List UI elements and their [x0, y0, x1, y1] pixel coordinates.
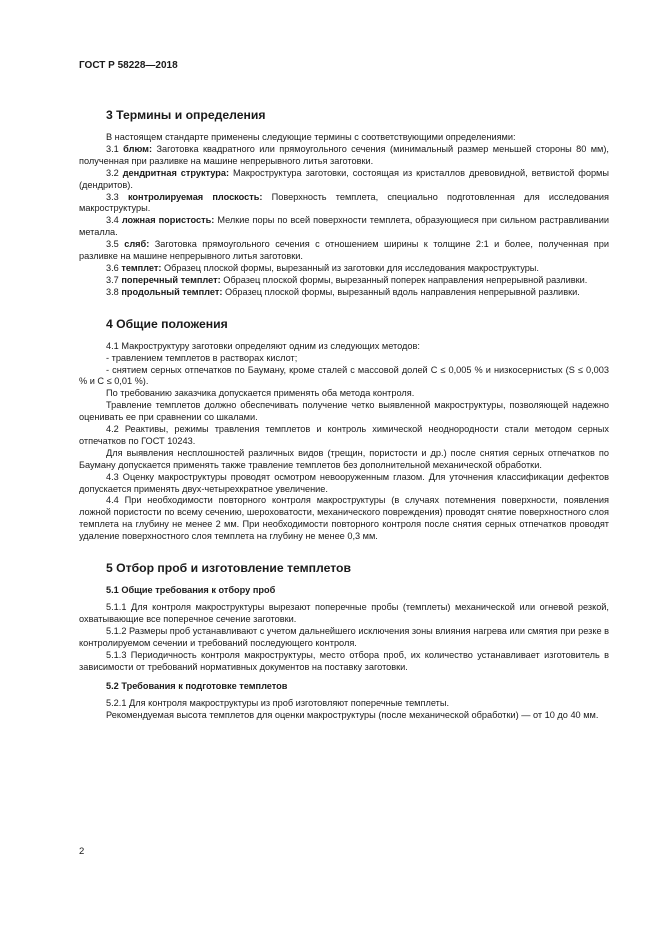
term-definition: Образец плоской формы, вырезанный вдоль направления непрерывной разливки.: [224, 286, 580, 297]
term-definition: Заготовка квадратного или прямоугольного сечения (минимальный размер меньшей стороны 80 мм), полученная при разливке на машине непрерывного литья заготовки.: [79, 143, 609, 166]
term-item: [79, 239, 609, 263]
term-name: темплет:: [121, 262, 162, 273]
paragraph: По требованию заказчика допускается применять оба метода контроля.: [106, 388, 415, 399]
term-number: 3.6: [106, 262, 119, 273]
term-name: ложная пористость:: [121, 215, 215, 226]
term-definition: Образец плоской формы, вырезанный из заготовки для исследования макроструктуры.: [164, 262, 539, 273]
term-definition: Образец плоской формы, вырезанный поперек направления непрерывной разливки.: [223, 274, 588, 285]
paragraph: 4.4 При необходимости повторного контроля макроструктуры (в случаях потемнения поверхности, появления ложной пористости по всему сечению, шероховатости, механического повреждения) проводят снятие поверхностного слоя темплета на глубину не менее 2 мм. При необходимости повторного контроля после снятия серных отпечатков проводят удаление поверхностного слоя темплета на глубину не менее 0,3 мм.: [79, 495, 609, 542]
term-definition: Макроструктура заготовки, состоящая из кристаллов древовидной, ветвистой формы (дендритов).: [79, 167, 609, 190]
paragraph: 4.3 Оценку макроструктуры проводят осмотром невооруженным глазом. Для уточнения классификации дефектов допускается применять двух-четырехкратное увеличение.: [79, 471, 609, 494]
paragraph: 4.2 Реактивы, режимы травления темплетов и контроль химической неоднородности стали методом серных отпечатков по ГОСТ 10243.: [79, 424, 609, 446]
term-item: [79, 144, 609, 168]
term-number: 3.3: [106, 191, 119, 202]
term-item: [79, 287, 609, 299]
term-name: поперечный темплет:: [121, 274, 221, 285]
term-name: контролируемая плоскость:: [127, 191, 263, 202]
term-item: [79, 275, 609, 287]
term-name: продольный темплет:: [121, 286, 223, 297]
document-body: [79, 93, 609, 722]
term-item: [79, 263, 609, 275]
subsection-5-2-title: 5.2 Требования к подготовке темплетов: [106, 681, 288, 692]
term-definition: Поверхность темплета, специально подготовленная для исследования макроструктуры.: [79, 191, 609, 214]
section-3-title: 3 Термины и определения: [106, 108, 266, 122]
paragraph: 5.1.2 Размеры проб устанавливают с учетом дальнейшего исключения зоны влияния нагрева или смятия при резке в контролируемом сечении и требований последующего контроля.: [79, 625, 609, 648]
term-name: дендритная структура:: [122, 167, 230, 178]
section-4-title: 4 Общие положения: [106, 316, 228, 331]
term-number: 3.7: [106, 274, 119, 285]
term-definition: Заготовка прямоугольного сечения с отношением ширины к толщине 2:1 и более, полученная при разливке на машине непрерывного литья заготовки.: [79, 239, 609, 262]
paragraph: Травление темплетов должно обеспечивать получение четко выявленной макроструктуры, позволяющей надежно оценивать ее при сравнении со шкалами.: [79, 400, 609, 423]
term-definition: Мелкие поры по всей поверхности темплета, образующиеся при сильном растравливании металла.: [79, 215, 609, 238]
page-number: 2: [79, 846, 85, 857]
paragraph: Рекомендуемая высота темплетов для оценки макроструктуры (после механической обработки) — от 10 до 40 мм.: [106, 710, 599, 721]
term-number: 3.8: [106, 286, 119, 297]
paragraph: 5.1.3 Периодичность контроля макроструктуры, место отбора проб, их количество устанавливает изготовитель в зависимости от требований нормативных документов на поставку заготовки.: [79, 649, 609, 672]
section-5-title: 5 Отбор проб и изготовление темплетов: [106, 561, 351, 576]
term-number: 3.5: [106, 239, 119, 250]
subsection-5-1-title: 5.1 Общие требования к отбору проб: [106, 585, 276, 596]
section-3-intro: В настоящем стандарте применены следующие термины с соответствующими определениями:: [106, 132, 516, 142]
term-name: блюм:: [123, 143, 153, 154]
term-item: [79, 215, 609, 239]
term-number: 3.4: [106, 215, 119, 226]
paragraph: 5.1.1 Для контроля макроструктуры вырезают поперечные пробы (темплеты) механической или огневой резкой, охватывающие все поперечное сечение заготовки.: [79, 602, 609, 624]
paragraph: Для выявления несплошностей различных видов (трещин, пористости и др.) после снятия серных отпечатков по Бауману допускается применять также травление темплетов без дополнительной механической обработки.: [79, 447, 609, 470]
list-item: - снятием серных отпечатков по Бауману, кроме сталей с массовой долей C ≤ 0,005 % и низкосернистых (S ≤ 0,003 % и C ≤ 0,01 %).: [79, 364, 609, 387]
term-name: сляб:: [124, 239, 150, 250]
document-code-header: ГОСТ Р 58228—2018: [79, 60, 178, 71]
term-number: 3.1: [106, 143, 119, 154]
term-number: 3.2: [106, 167, 119, 178]
list-item: - травлением темплетов в растворах кислот;: [106, 352, 298, 363]
paragraph: 5.2.1 Для контроля макроструктуры из проб изготовляют поперечные темплеты.: [106, 698, 449, 709]
term-item: [79, 192, 609, 216]
term-item: [79, 168, 609, 192]
paragraph: 4.1 Макроструктуру заготовки определяют одним из следующих методов:: [106, 340, 420, 351]
